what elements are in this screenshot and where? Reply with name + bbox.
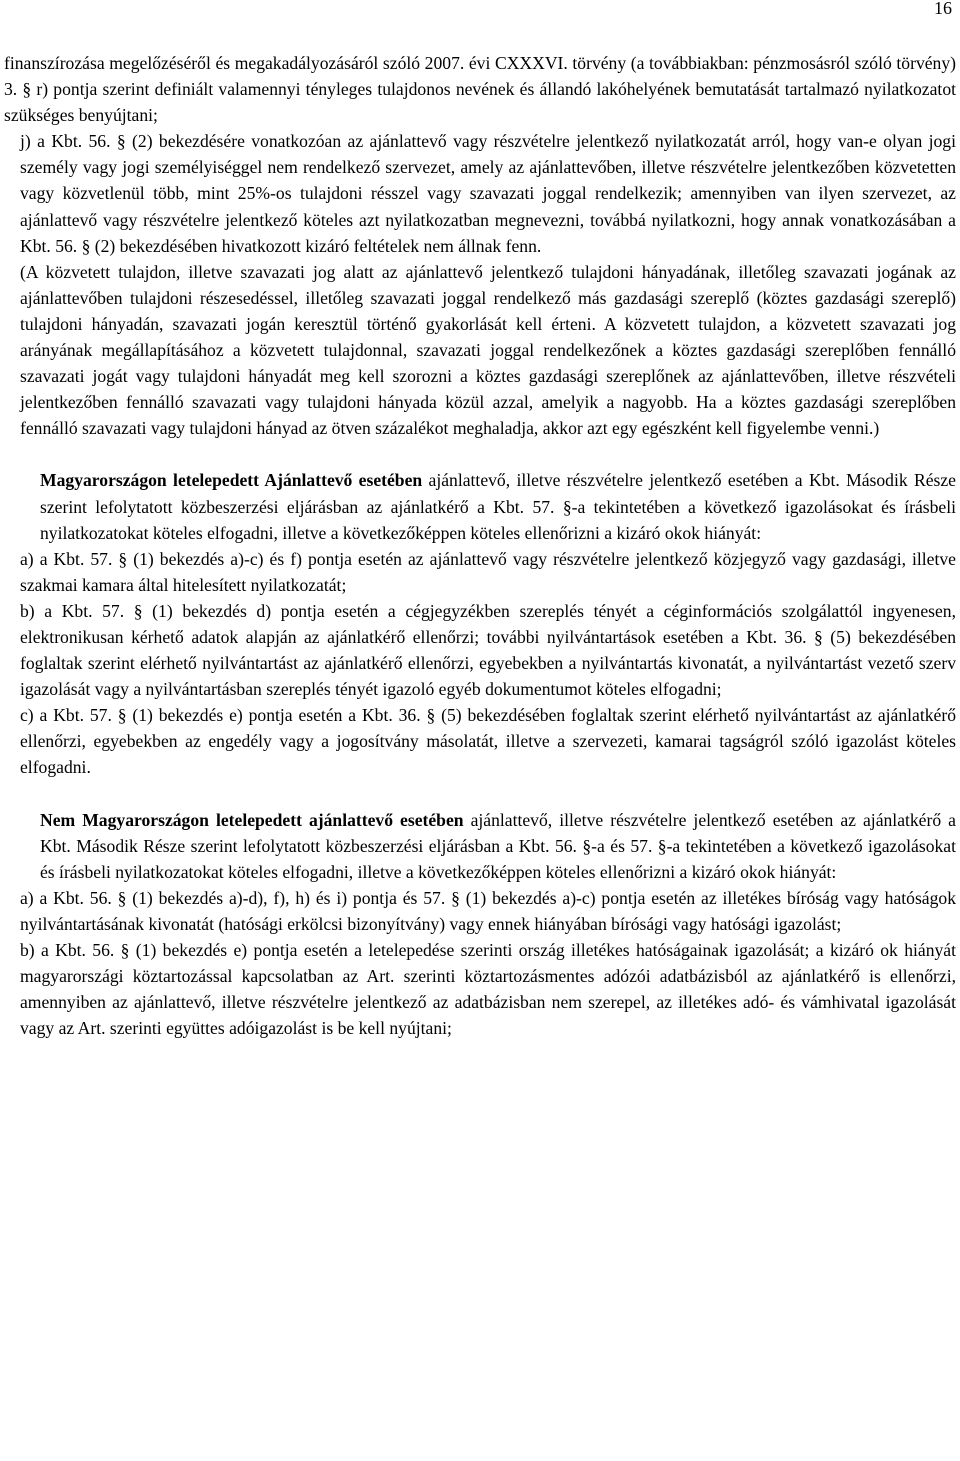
heading-domestic-bidder: Magyarországon letelepedett Ajánlattevő esetében [40,470,423,491]
list-item-c-domestic: c) a Kbt. 57. § (1) bekezdés e) pontja esetén a Kbt. 36. § (5) bekezdésében foglaltak szerint elérhető nyilvántartást az ajánlatkérő ellenőrzi, egyebekben az engedély vagy a jogosítvány másolatát, illetve a szervezeti, kamarai tagságról szóló igazolást köteles elfogadni. [20,705,956,778]
list-item-b-domestic: b) a Kbt. 57. § (1) bekezdés d) pontja esetén a cégjegyzékben szereplés tényét a céginformációs szolgálattól ingyenesen, elektronikusan kérhető adatok alapján az ajánlatkérő ellenőrzi; további nyilvántartások esetében a Kbt. 36. § (5) bekezdésében foglaltak szerint elérhető nyilvántartást az ajánlatkérő ellenőrzi, egyebekben a nyilvántartás kivonatát, a nyilvántartást vezető szerv igazolását vagy a nyilvántartásban szereplés tényét igazoló egyéb dokumentumot köteles elfogadni; [20,600,956,700]
document-body [4,50,956,1041]
list-item-a-foreign: a) a Kbt. 56. § (1) bekezdés a)-d), f), h) és i) pontja és 57. § (1) bekezdés a)-c) pontja esetén az illetékes bíróság vagy hatóságok nyilvántartásának kivonatát (hatósági erkölcsi bizonyítvány) vagy ennek hiányában bírósági vagy hatósági igazolást; [20,887,956,934]
heading-foreign-bidder: Nem Magyarországon letelepedett ajánlattevő esetében [40,809,464,830]
page-number: 16 [934,0,952,18]
foreign-bidder-text: ajánlattevő, illetve részvételre jelentkező esetében az ajánlatkérő a Kbt. Második Része szerint lefolytatott közbeszerzési eljárásban a Kbt. 56. §-a és 57. §-a tekintetében a következő igazolásokat és írásbeli nyilatkozatokat köteles elfogadni, illetve a következőképpen köteles ellenőrizni a kizáró okok hiányát: [40,809,956,882]
list-item-a-domestic: a) a Kbt. 57. § (1) bekezdés a)-c) és f) pontja esetén az ajánlattevő vagy részvételre jelentkező közjegyző vagy gazdasági, illetve szakmai kamara által hitelesített nyilatkozatát; [20,548,956,595]
paragraph-continuation: finanszírozása megelőzéséről és megakadályozásáról szóló 2007. évi CXXXVI. törvény (a továbbiakban: pénzmosásról szóló törvény) 3. § r) pontja szerint definiált valamennyi tényleges tulajdonos nevének és állandó lakóhelyének bemutatását tartalmazó nyilatkozatot szükséges benyújtani; [4,53,956,126]
paragraph-indirect-ownership: (A közvetett tulajdon, illetve szavazati jog alatt az ajánlattevő jelentkező tulajdoni hányadának, illetőleg szavazati jogának az ajánlattevőben tulajdoni részesedéssel, illetőleg szavazati joggal rendelkező más gazdasági szereplő (köztes gazdasági szereplő) tulajdoni hányadán, szavazati jogán keresztül történő gyakorlását kell érteni. A közvetett tulajdon, a közvetett szavazati jog arányának megállapításához a közvetett tulajdonnal, szavazati joggal rendelkezőnek a köztes gazdasági szereplőben fennálló szavazati jogát vagy tulajdoni hányadát meg kell szorozni a köztes gazdasági szereplőnek az ajánlattevőben, illetve részvételi jelentkezőben fennálló szavazati vagy tulajdoni hányada közül azzal, amelyik a nagyobb. Ha a köztes gazdasági szereplőben fennálló szavazati vagy tulajdoni hányad az ötven százalékot meghaladja, akkor azt egy egészként kell figyelembe venni.) [20,261,956,439]
paragraph-domestic-bidder [4,467,956,545]
paragraph-foreign-bidder [4,807,956,885]
list-item-b-foreign: b) a Kbt. 56. § (1) bekezdés e) pontja esetén a letelepedése szerinti ország illetékes hatóságainak igazolását; a kizáró ok hiányát magyarországi köztartozással kapcsolatban az Art. szerinti köztartozásmentes adózói adatbázisból az ajánlatkérő is ellenőrzi, amennyiben az ajánlattevő, illetve részvételre jelentkező az adatbázisban nem szerepel, az illetékes adó- és vámhivatal igazolását vagy az Art. szerinti együttes adóigazolást is be kell nyújtani; [20,940,956,1039]
list-item-j: j) a Kbt. 56. § (2) bekezdésére vonatkozóan az ajánlattevő vagy részvételre jelentkező nyilatkozatát arról, hogy van-e olyan jogi személy vagy jogi személyiséggel nem rendelkező szervezet, amely az ajánlattevőben, illetve részvételre jelentkezőben közvetetten vagy közvetlenül több, mint 25%-os tulajdoni résszel vagy szavazati joggal rendelkezik; amennyiben van ilyen szervezet, az ajánlattevő vagy részvételre jelentkező köteles azt nyilatkozatban megnevezni, továbbá nyilatkozni, hogy annak vonatkozásában a Kbt. 56. § (2) bekezdésében hivatkozott kizáró feltételek nem állnak fenn. [20,131,956,256]
domestic-bidder-text: ajánlattevő, illetve részvételre jelentkező esetében a Kbt. Második Része szerint lefolytatott közbeszerzési eljárásban az ajánlatkérő a Kbt. 57. §-a tekintetében a következő igazolásokat és írásbeli nyilatkozatokat köteles elfogadni, illetve a következőképpen köteles ellenőrizni a kizáró okok hiányát: [40,470,956,543]
